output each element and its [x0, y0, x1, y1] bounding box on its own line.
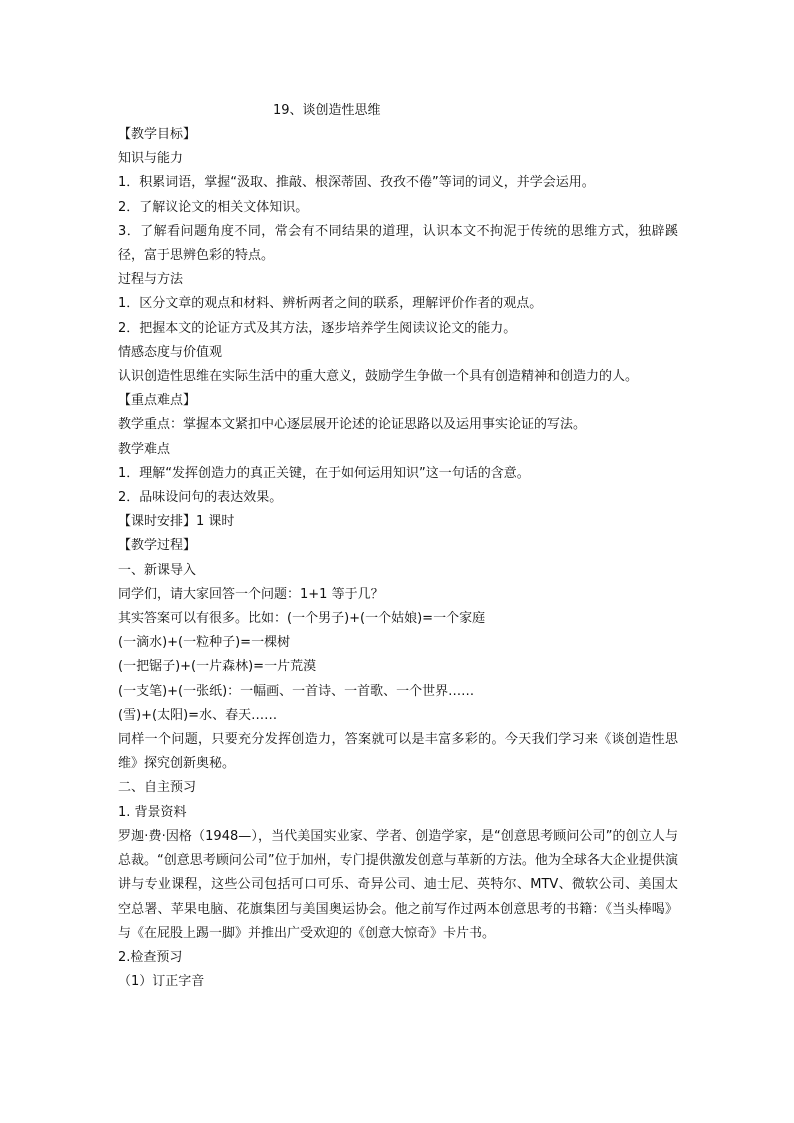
- objective-item: 2．了解议论文的相关文体知识。: [118, 199, 309, 215]
- intro-example: (一滴水)+(一粒种子)=一棵树: [118, 635, 291, 651]
- subheading-attitude: 情感态度与价值观: [118, 344, 223, 360]
- objective-item: 3．了解看问题角度不同，常会有不同结果的道理，认识本文不拘泥于传统的思维方式，独辟蹊径，富于思辨色彩的特点。: [118, 223, 678, 264]
- subheading-preview: 二、自主预习: [118, 780, 197, 796]
- check-preview-heading: 2.检查预习: [118, 949, 183, 965]
- intro-text: 其实答案可以有很多。比如：(一个男子)+(一个姑娘)=一个家庭: [118, 611, 486, 627]
- intro-example: (雪)+(太阳)=水、春天……: [118, 707, 278, 723]
- check-preview-item: （1）订正字音: [118, 974, 205, 990]
- subheading-intro: 一、新课导入: [118, 562, 197, 578]
- intro-text: 同样一个问题，只要充分发挥创造力，答案就可以是丰富多彩的。今天我们学习来《谈创造性思维》探究创新奥秘。: [118, 732, 678, 772]
- objective-item: 2．把握本文的论证方式及其方法，逐步培养学生阅读议论文的能力。: [118, 320, 517, 336]
- intro-example: (一支笔)+(一张纸)：一幅画、一首诗、一首歌、一个世界……: [118, 683, 475, 699]
- intro-text: 同学们，请大家回答一个问题：1+1 等于几？: [118, 586, 384, 602]
- objective-item: 1．区分文章的观点和材料、辨析两者之间的联系，理解评价作者的观点。: [118, 296, 543, 312]
- document-body: [118, 123, 678, 994]
- difficulty-item: 1．理解“发挥创造力的真正关键，在于如何运用知识”这一句话的含意。: [118, 465, 530, 481]
- intro-example: (一把锯子)+(一片森林)=一片荒漠: [118, 659, 317, 675]
- document-title: 19、谈创造性思维: [273, 103, 381, 118]
- subheading-difficulty: 教学难点: [118, 441, 171, 457]
- subheading-knowledge: 知识与能力: [118, 151, 184, 167]
- background-text: 罗迦·费·因格（1948—），当代美国实业家、学者、创造学家，是“创意思考顾问公司”的创立人与总裁。“创意思考顾问公司”位于加州，专门提供激发创意与革新的方法。他为全球各大企业提供演讲与专业课程，这些公司包括可口可乐、奇异公司、迪士尼、英特尔、MTV、微软公司、美国太空总署、苹果电脑、花旗集团与美国奥运协会。他之前写作过两本创意思考的书籍：《当头棒喝》与《在屁股上踢一脚》并推出广受欢迎的《创意大惊奇》卡片书。: [118, 828, 678, 941]
- section-heading-key-points: 【重点难点】: [118, 393, 197, 409]
- difficulty-item: 2．品味设问句的表达效果。: [118, 490, 283, 506]
- section-heading-objectives: 【教学目标】: [118, 127, 197, 142]
- section-heading-process: 【教学过程】: [118, 538, 197, 554]
- subheading-process: 过程与方法: [118, 272, 184, 288]
- key-point-text: 教学重点：掌握本文紧扣中心逐层展开论述的论证思路以及运用事实论证的写法。: [118, 417, 587, 433]
- objective-item: 1．积累词语，掌握“汲取、推敲、根深蒂固、孜孜不倦”等词的词义，并学会运用。: [118, 175, 595, 191]
- background-heading: 1. 背景资料: [118, 804, 187, 820]
- section-heading-schedule: 【课时安排】1 课时: [118, 514, 235, 530]
- objective-item: 认识创造性思维在实际生活中的重大意义，鼓励学生争做一个具有创造精神和创造力的人。: [118, 369, 639, 385]
